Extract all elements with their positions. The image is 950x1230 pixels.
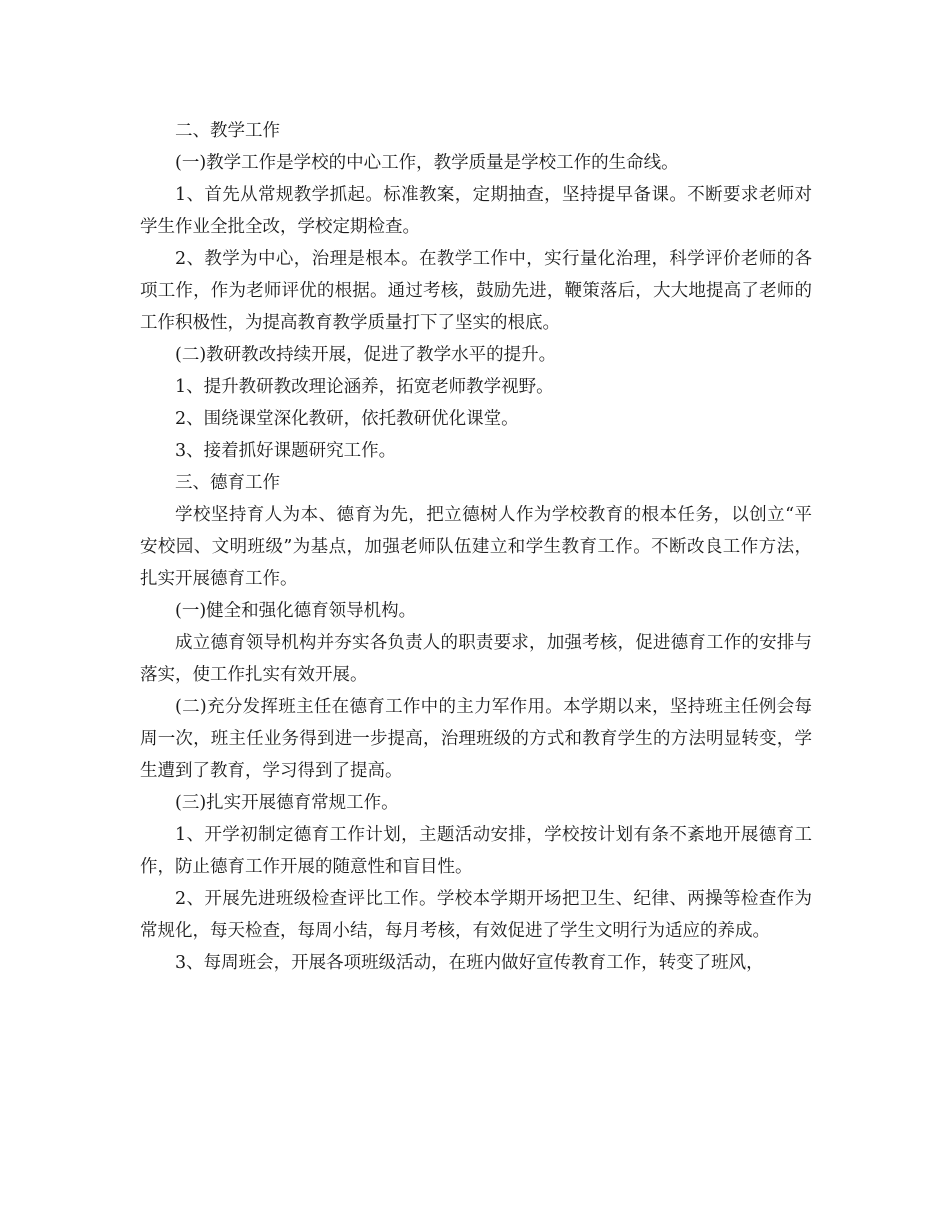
paragraph: 1、首先从常规教学抓起。标准教案，定期抽查，坚持提早备课。不断要求老师对学生作业全批全改，学校定期检查。 <box>140 185 812 237</box>
section-heading-teaching: 二、教学工作 <box>175 121 280 141</box>
paragraph: (二)教研教改持续开展，促进了教学水平的提升。 <box>175 345 557 365</box>
paragraph: 1、开学初制定德育工作计划，主题活动安排，学校按计划有条不紊地开展德育工作，防止德育工作开展的随意性和盲目性。 <box>140 825 812 877</box>
paragraph: (三)扎实开展德育常规工作。 <box>175 793 399 813</box>
paragraph: 3、每周班会，开展各项班级活动，在班内做好宣传教育工作，转变了班风， <box>175 953 764 973</box>
paragraph: 2、教学为中心，治理是根本。在教学工作中，实行量化治理，科学评价老师的各项工作，作为老师评优的根据。通过考核，鼓励先进，鞭策落后，大大地提高了老师的工作积极性，为提高教育教学质量打下了坚实的根底。 <box>140 249 812 333</box>
section-heading-moral-education: 三、德育工作 <box>175 473 280 493</box>
paragraph: 2、开展先进班级检查评比工作。学校本学期开场把卫生、纪律、两操等检查作为常规化，每天检查，每周小结，每月考核，有效促进了学生文明行为适应的养成。 <box>140 889 812 941</box>
paragraph: 1、提升教研教改理论涵养，拓宽老师教学视野。 <box>175 377 554 397</box>
paragraph: 3、接着抓好课题研究工作。 <box>175 441 397 461</box>
paragraph: 2、围绕课堂深化教研，依托教研优化课堂。 <box>175 409 519 429</box>
paragraph: (一)健全和强化德育领导机构。 <box>175 601 417 621</box>
paragraph: (一)教学工作是学校的中心工作，教学质量是学校工作的生命线。 <box>175 153 679 173</box>
paragraph: (二)充分发挥班主任在德育工作中的主力军作用。本学期以来，坚持班主任例会每周一次，班主任业务得到进一步提高，治理班级的方式和教育学生的方法明显转变，学生遭到了教育，学习得到了提高。 <box>140 697 812 781</box>
paragraph: 成立德育领导机构并夯实各负责人的职责要求，加强考核，促进德育工作的安排与落实，使工作扎实有效开展。 <box>140 633 812 685</box>
paragraph: 学校坚持育人为本、德育为先，把立德树人作为学校教育的根本任务，以创立“平安校园、文明班级”为基点，加强老师队伍建立和学生教育工作。不断改良工作方法，扎实开展德育工作。 <box>140 505 812 589</box>
document-body <box>140 115 812 979</box>
